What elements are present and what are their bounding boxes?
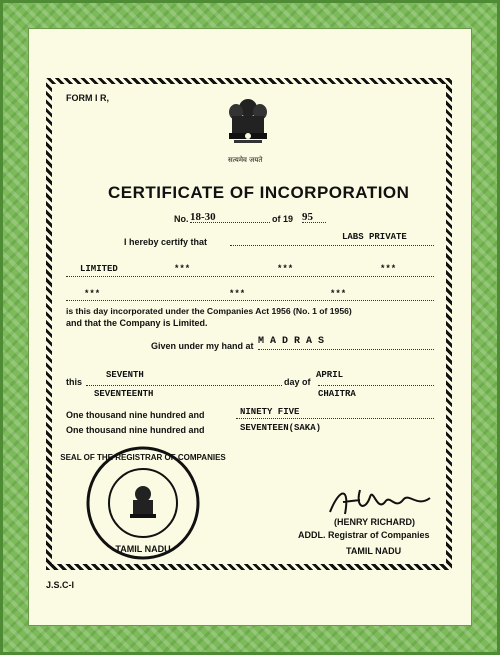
this-text: this — [66, 377, 83, 387]
certificate-title: CERTIFICATE OF INCORPORATION — [108, 183, 410, 202]
year-dotline — [302, 222, 326, 223]
saka-day: SEVENTEENTH — [94, 389, 154, 399]
year-words: NINETY FIVE — [240, 407, 300, 417]
national-emblem-icon — [226, 96, 270, 154]
thousand-text-2: One thousand nine hundred and — [66, 425, 205, 435]
day-of-text: day of — [284, 377, 311, 387]
given-text: Given under my hand at — [151, 341, 254, 351]
certify-text: I hereby certify that — [124, 237, 208, 247]
registrar-seal-icon — [60, 444, 226, 562]
certify-dotline — [230, 245, 434, 246]
company-name-line2: LIMITED — [80, 264, 118, 274]
month: APRIL — [316, 370, 344, 380]
form-label: FORM I R, — [66, 93, 109, 103]
stars: *** — [330, 289, 347, 299]
saka-year-words: SEVENTEEN(SAKA) — [240, 423, 322, 433]
company-dotline-3 — [66, 300, 434, 301]
stars: *** — [229, 289, 246, 299]
company-dotline-2 — [66, 276, 434, 277]
stars: *** — [277, 264, 294, 274]
place-dotline — [258, 349, 434, 350]
signatory-name: (HENRY RICHARD) — [334, 517, 415, 527]
certificate-year: 95 — [302, 211, 313, 223]
thousand-text-1: One thousand nine hundred and — [66, 410, 205, 420]
seal-text-top: SEAL OF THE REGISTRAR OF COMPANIES — [60, 453, 226, 462]
incorporated-text: is this day incorporated under the Companies Act 1956 (No. 1 of 1956) — [66, 306, 352, 316]
stars: *** — [380, 264, 397, 274]
footer-code: J.S.C-I — [46, 580, 75, 590]
signatory-state: TAMIL NADU — [346, 546, 402, 556]
year-words-dotline — [236, 418, 434, 419]
signatory-title: ADDL. Registrar of Companies — [298, 530, 430, 540]
month-dotline — [318, 385, 434, 386]
day-word: SEVENTH — [106, 370, 144, 380]
year-prefix: of 19 — [272, 214, 294, 224]
saka-month: CHAITRA — [318, 389, 356, 399]
number-prefix: No. — [174, 214, 189, 224]
place-name: M A D R A S — [258, 336, 325, 347]
limited-text: and that the Company is Limited. — [66, 318, 208, 328]
emblem-caption: सत्यमेव जयते — [228, 156, 263, 164]
seal-text-bottom: TAMIL NADU — [115, 544, 171, 554]
handwritten-signature — [325, 482, 435, 522]
company-name-line1: LABS PRIVATE — [342, 232, 407, 242]
stars: *** — [174, 264, 191, 274]
stars: *** — [84, 289, 101, 299]
day-dotline — [86, 385, 282, 386]
certificate-number: 18-30 — [190, 211, 216, 223]
